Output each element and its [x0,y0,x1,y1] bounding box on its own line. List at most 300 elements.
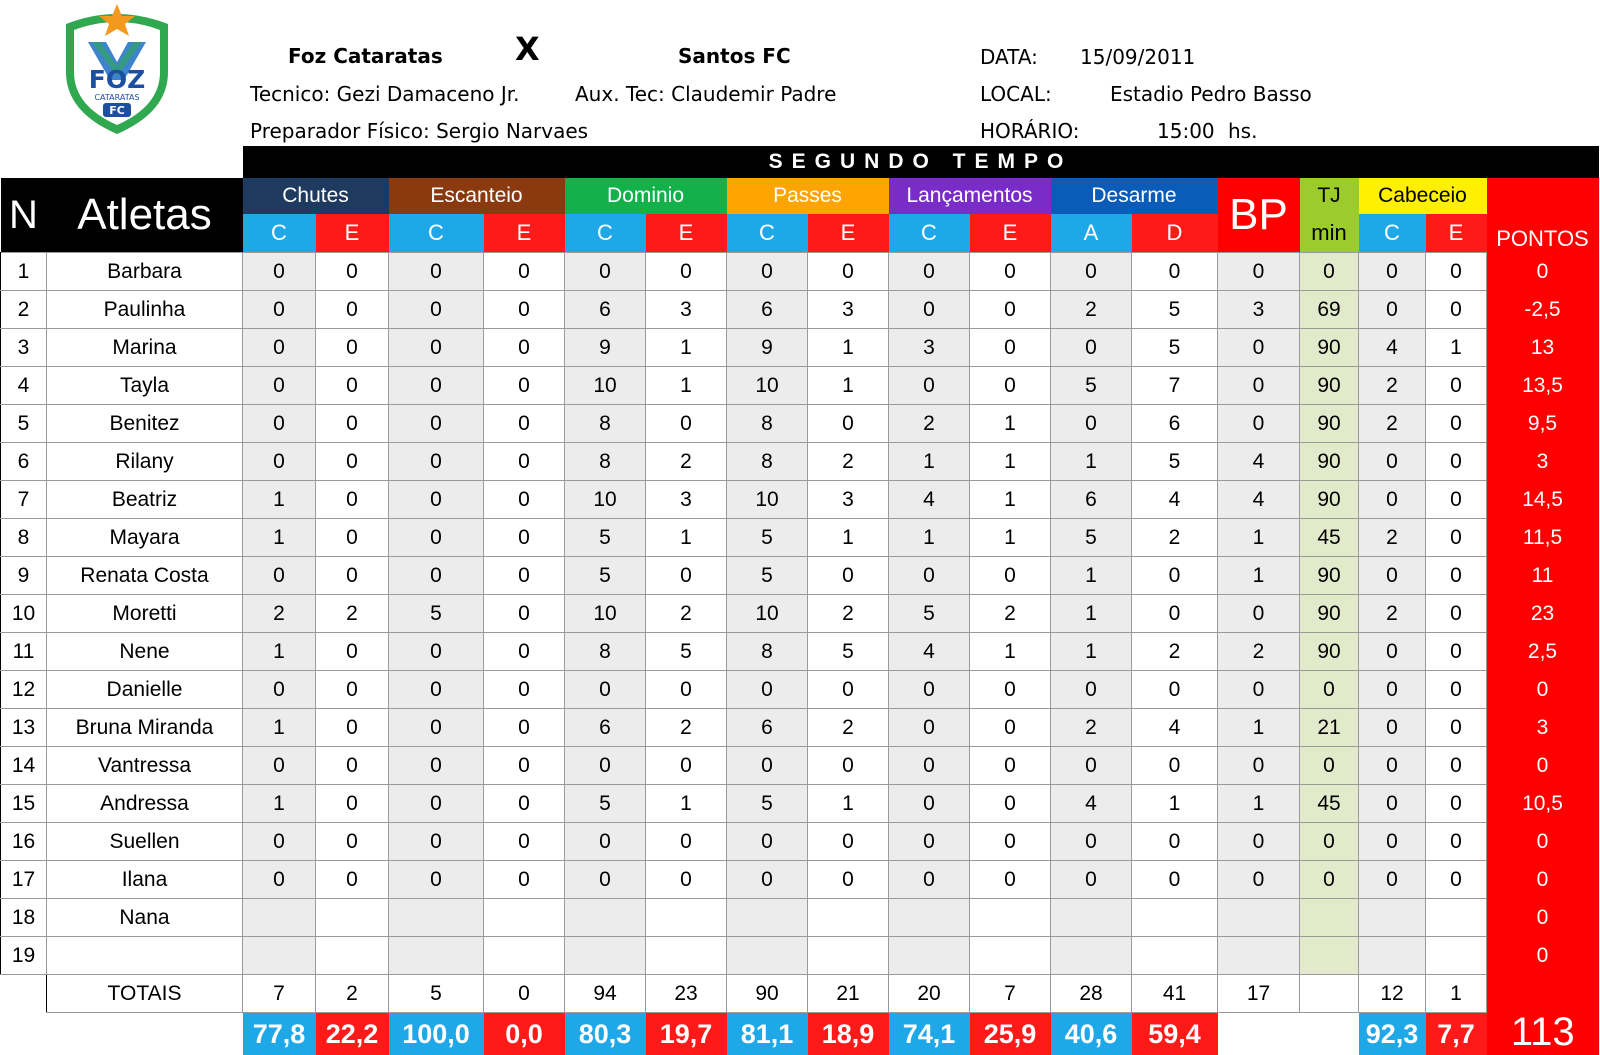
stat-cell: 0 [1218,367,1300,405]
stat-cell: 0 [243,329,316,367]
stat-cell: 0 [389,481,484,519]
stat-cell: 0 [646,823,727,861]
group-header-cabeceio: Cabeceio [1359,178,1487,214]
stat-cell: 9 [565,329,646,367]
stat-cell: 0 [565,823,646,861]
place-value: Estadio Pedro Basso [1110,82,1312,106]
stat-cell: 1 [1132,785,1218,823]
stat-cell: 0 [1218,671,1300,709]
athlete-name: Marina [47,329,243,367]
stat-cell: 5 [1051,519,1132,557]
row-number: 12 [1,671,47,709]
stat-cell: 0 [1051,671,1132,709]
stat-cell: 0 [1051,747,1132,785]
stat-cell [808,899,889,937]
stat-cell: 4 [889,633,970,671]
stat-cell: 0 [1132,671,1218,709]
stats-table [0,146,1599,1055]
total-cell: 21 [808,975,889,1013]
stat-cell: 0 [970,557,1051,595]
stat-cell: 1 [970,405,1051,443]
sub-header: D [1132,214,1218,253]
percent-cell: 74,1 [889,1013,970,1055]
percent-cell: 18,9 [808,1013,889,1055]
stat-cell [1426,937,1487,975]
stat-cell: 10 [565,367,646,405]
coach: Tecnico: Gezi Damaceno Jr. [250,82,520,106]
stat-cell: 0 [727,671,808,709]
stat-cell: 0 [316,557,389,595]
stat-cell: 0 [1359,481,1426,519]
versus-mark: X [515,30,540,68]
number-header: N [1,178,47,253]
stat-cell [1300,899,1359,937]
percent-cell: 80,3 [565,1013,646,1055]
stat-cell: 5 [808,633,889,671]
stat-cell: 0 [565,861,646,899]
stat-cell: 0 [1426,367,1487,405]
total-points: 113 [1487,975,1599,1055]
stat-cell: 0 [1426,291,1487,329]
stat-cell: 0 [243,747,316,785]
stat-cell: 2 [808,595,889,633]
bp-header: BP [1218,178,1300,253]
stat-cell: 0 [1359,709,1426,747]
stat-cell: 0 [1218,747,1300,785]
total-cell: 20 [889,975,970,1013]
totals-label: TOTAIS [47,975,243,1013]
stat-cell: 6 [565,709,646,747]
stat-cell: 0 [1426,633,1487,671]
stat-cell [808,937,889,975]
athlete-name: Barbara [47,253,243,291]
stat-cell: 0 [808,253,889,291]
stat-cell: 90 [1300,595,1359,633]
stat-cell: 2 [1359,519,1426,557]
athlete-name: Benitez [47,405,243,443]
stat-cell: 69 [1300,291,1359,329]
stat-cell: 0 [1359,557,1426,595]
stat-cell: 0 [243,557,316,595]
stat-cell: 2 [1359,405,1426,443]
points-cell: 11,5 [1487,519,1599,557]
percent-cell: 59,4 [1132,1013,1218,1055]
stat-cell [1359,937,1426,975]
stat-cell: 2 [1051,709,1132,747]
stat-cell: 1 [970,519,1051,557]
row-number: 7 [1,481,47,519]
stat-cell: 0 [484,709,565,747]
athlete-name: Ilana [47,861,243,899]
stat-cell: 8 [727,405,808,443]
row-number: 13 [1,709,47,747]
stat-cell: 2 [316,595,389,633]
points-cell: 3 [1487,709,1599,747]
stat-cell: 1 [243,709,316,747]
stat-cell: 0 [808,747,889,785]
total-cell [1300,975,1359,1013]
group-header-desarme: Desarme [1051,178,1218,214]
stat-cell: 0 [1300,747,1359,785]
table-row [1,405,1599,443]
stat-cell: 0 [1218,329,1300,367]
stat-cell: 4 [1218,481,1300,519]
stat-cell: 0 [484,443,565,481]
stat-cell: 5 [889,595,970,633]
stat-cell: 0 [1426,785,1487,823]
stat-cell: 5 [1132,329,1218,367]
total-cell: 1 [1426,975,1487,1013]
points-cell: 2,5 [1487,633,1599,671]
stat-cell: 0 [389,405,484,443]
row-number: 9 [1,557,47,595]
stat-cell: 0 [484,595,565,633]
stat-cell: 0 [1218,405,1300,443]
stat-cell: 0 [316,291,389,329]
total-cell: 7 [970,975,1051,1013]
stat-cell: 1 [243,633,316,671]
stat-cell: 90 [1300,329,1359,367]
stat-cell: 0 [1359,823,1426,861]
percent-cell: 77,8 [243,1013,316,1055]
points-cell: 11 [1487,557,1599,595]
stat-cell: 3 [889,329,970,367]
athletes-header: Atletas [47,178,243,253]
stat-cell: 2 [1132,519,1218,557]
stat-cell: 1 [889,443,970,481]
stat-cell [484,937,565,975]
total-cell: 2 [316,975,389,1013]
total-cell: 41 [1132,975,1218,1013]
stat-cell: 0 [1132,747,1218,785]
stat-cell: 8 [727,443,808,481]
stat-cell [1359,899,1426,937]
stat-cell: 0 [646,747,727,785]
stat-cell: 0 [1132,557,1218,595]
sub-header: E [646,214,727,253]
stat-cell [243,899,316,937]
stat-cell: 0 [1218,823,1300,861]
stat-cell [389,937,484,975]
stat-cell: 0 [889,367,970,405]
points-cell: 10,5 [1487,785,1599,823]
stat-cell: 0 [243,405,316,443]
row-number: 16 [1,823,47,861]
stat-cell: 8 [565,443,646,481]
athlete-name: Beatriz [47,481,243,519]
stat-cell [727,899,808,937]
group-header-chutes: Chutes [243,178,389,214]
stat-cell: 0 [727,861,808,899]
stat-cell: 1 [243,519,316,557]
stat-cell: 0 [970,367,1051,405]
stat-cell: 0 [389,671,484,709]
stat-cell: 0 [727,253,808,291]
stat-cell [970,899,1051,937]
table-row [1,557,1599,595]
stat-cell: 0 [889,671,970,709]
tj-header: TJ [1300,178,1359,214]
date-label: DATA: [980,45,1038,69]
table-row [1,481,1599,519]
stat-cell: 0 [1426,557,1487,595]
stat-cell: 0 [1359,785,1426,823]
athlete-name: Mayara [47,519,243,557]
stat-cell: 2 [646,595,727,633]
stat-cell: 1 [243,785,316,823]
stat-cell: 1 [1218,709,1300,747]
total-cell: 28 [1051,975,1132,1013]
stat-cell: 0 [484,557,565,595]
athlete-name: Paulinha [47,291,243,329]
stat-cell: 6 [727,709,808,747]
stat-cell: 0 [389,747,484,785]
stat-cell: 0 [889,253,970,291]
points-cell: 0 [1487,671,1599,709]
stat-cell [565,937,646,975]
stat-cell: 0 [1359,253,1426,291]
stat-cell: 0 [1300,823,1359,861]
stat-cell [727,937,808,975]
stat-cell: 0 [1426,747,1487,785]
points-cell: 14,5 [1487,481,1599,519]
stat-cell: 45 [1300,785,1359,823]
stat-cell: 3 [808,481,889,519]
athlete-name: Rilany [47,443,243,481]
stat-cell: 2 [243,595,316,633]
row-number: 8 [1,519,47,557]
stat-cell: 0 [243,253,316,291]
stat-cell: 0 [1359,861,1426,899]
row-number: 1 [1,253,47,291]
stat-cell: 2 [1359,595,1426,633]
stat-cell: 1 [1051,595,1132,633]
points-cell: 13,5 [1487,367,1599,405]
stat-cell [1218,899,1300,937]
stat-cell: 2 [889,405,970,443]
stat-cell [1051,937,1132,975]
stat-cell: 0 [970,709,1051,747]
group-header-lancamentos: Lançamentos [889,178,1051,214]
points-cell: 0 [1487,823,1599,861]
stat-cell: 0 [389,253,484,291]
stat-cell: 0 [243,861,316,899]
stat-cell: 0 [1426,519,1487,557]
stat-cell: 0 [389,633,484,671]
row-number: 5 [1,405,47,443]
stat-cell: 0 [889,861,970,899]
time-unit: hs. [1228,119,1258,143]
stat-cell: 0 [484,747,565,785]
stat-cell: 6 [1132,405,1218,443]
stat-cell: 1 [1218,519,1300,557]
stat-cell: 0 [316,519,389,557]
table-row [1,823,1599,861]
row-number: 19 [1,937,47,975]
stat-cell: 0 [243,443,316,481]
place-label: LOCAL: [980,82,1052,106]
stat-cell: 4 [1132,481,1218,519]
athlete-name: Nene [47,633,243,671]
stat-cell: 1 [808,785,889,823]
row-number: 14 [1,747,47,785]
stat-cell: 1 [646,785,727,823]
stat-cell: 0 [808,557,889,595]
stat-cell: 0 [1218,253,1300,291]
stat-cell: 1 [970,481,1051,519]
stat-cell: 3 [808,291,889,329]
stat-cell [565,899,646,937]
stat-cell: 2 [646,443,727,481]
percent-cell [1218,1013,1300,1055]
stat-cell: 0 [646,861,727,899]
logo-text-cataratas: CATARATAS [94,93,140,102]
points-cell: 0 [1487,899,1599,937]
stat-cell: 2 [1051,291,1132,329]
tj-sub-header: min [1300,214,1359,253]
points-cell: 0 [1487,861,1599,899]
stat-cell: 0 [1426,671,1487,709]
stat-cell: 0 [889,823,970,861]
stat-cell: 0 [1051,253,1132,291]
stat-cell: 0 [808,405,889,443]
stat-cell: 0 [389,519,484,557]
date-value: 15/09/2011 [1080,45,1196,69]
stat-cell: 4 [1132,709,1218,747]
stat-cell: 0 [1218,861,1300,899]
stat-cell: 0 [316,329,389,367]
stat-cell: 3 [646,481,727,519]
stat-cell: 0 [389,329,484,367]
stat-cell: 0 [316,709,389,747]
stat-cell [316,899,389,937]
stat-cell: 1 [1051,633,1132,671]
sub-header: C [727,214,808,253]
row-number: 3 [1,329,47,367]
stat-cell: 5 [565,785,646,823]
stat-cell: 0 [484,785,565,823]
logo-text-foz: FOZ [88,65,146,94]
row-number: 2 [1,291,47,329]
stat-cell: 0 [1051,329,1132,367]
percent-cell: 19,7 [646,1013,727,1055]
stat-cell: 6 [565,291,646,329]
stat-cell: 0 [389,709,484,747]
stat-cell: 10 [727,595,808,633]
stat-cell: 0 [646,557,727,595]
logo-text-fc: FC [109,104,125,117]
stat-cell: 3 [646,291,727,329]
stat-cell: 9 [727,329,808,367]
stat-cell: 0 [484,405,565,443]
stat-cell: 0 [646,405,727,443]
total-cell: 12 [1359,975,1426,1013]
table-row [1,785,1599,823]
stat-cell: 2 [1218,633,1300,671]
table-row [1,861,1599,899]
stat-cell: 0 [316,443,389,481]
stat-cell: 0 [808,823,889,861]
stat-cell: 8 [565,405,646,443]
stat-cell: 0 [970,823,1051,861]
stat-cell: 0 [389,291,484,329]
stat-cell: 90 [1300,367,1359,405]
table-row [1,709,1599,747]
stat-cell: 0 [970,253,1051,291]
stat-cell [1051,899,1132,937]
percent-cell: 22,2 [316,1013,389,1055]
stat-cell: 0 [1426,823,1487,861]
sub-header: C [565,214,646,253]
stat-cell: 0 [1051,405,1132,443]
stat-cell: 0 [970,861,1051,899]
stat-cell: 10 [565,595,646,633]
percent-cell [1300,1013,1359,1055]
stat-cell: 0 [808,671,889,709]
stat-cell: 2 [646,709,727,747]
stat-cell: 0 [1300,861,1359,899]
sub-header: E [970,214,1051,253]
stat-cell [970,937,1051,975]
stat-cell: 0 [389,557,484,595]
stat-cell: 0 [1359,747,1426,785]
stat-cell: 0 [889,747,970,785]
stat-cell: 1 [970,633,1051,671]
points-cell: 0 [1487,747,1599,785]
table-title: SEGUNDO TEMPO [243,146,1599,178]
stat-cell: 5 [1051,367,1132,405]
stat-cell: 0 [1132,861,1218,899]
stat-cell: 1 [970,443,1051,481]
stat-cell: 0 [484,367,565,405]
table-row [1,253,1599,291]
table-row [1,291,1599,329]
stat-cell: 1 [1051,557,1132,595]
stat-cell: 90 [1300,557,1359,595]
stat-cell: 1 [1426,329,1487,367]
stat-cell: 0 [316,671,389,709]
stat-cell: 1 [889,519,970,557]
table-row [1,671,1599,709]
stat-cell: 0 [484,291,565,329]
total-cell: 7 [243,975,316,1013]
row-number: 11 [1,633,47,671]
stat-cell: 4 [1051,785,1132,823]
points-cell: -2,5 [1487,291,1599,329]
stat-cell: 1 [646,519,727,557]
stat-cell: 0 [1426,709,1487,747]
stat-cell: 1 [1218,557,1300,595]
table-row [1,595,1599,633]
sub-header: C [389,214,484,253]
sub-header: E [316,214,389,253]
total-cell: 0 [484,975,565,1013]
stat-cell: 5 [1132,291,1218,329]
stat-cell: 5 [646,633,727,671]
stat-cell: 0 [889,557,970,595]
stat-cell: 5 [727,785,808,823]
stat-cell: 0 [316,823,389,861]
table-row [1,519,1599,557]
stat-cell: 5 [1132,443,1218,481]
stat-cell: 0 [1359,671,1426,709]
stat-cell: 90 [1300,405,1359,443]
stat-cell: 90 [1300,443,1359,481]
stat-cell: 0 [889,291,970,329]
athlete-name: Danielle [47,671,243,709]
stat-cell: 5 [565,519,646,557]
stat-cell: 5 [727,519,808,557]
